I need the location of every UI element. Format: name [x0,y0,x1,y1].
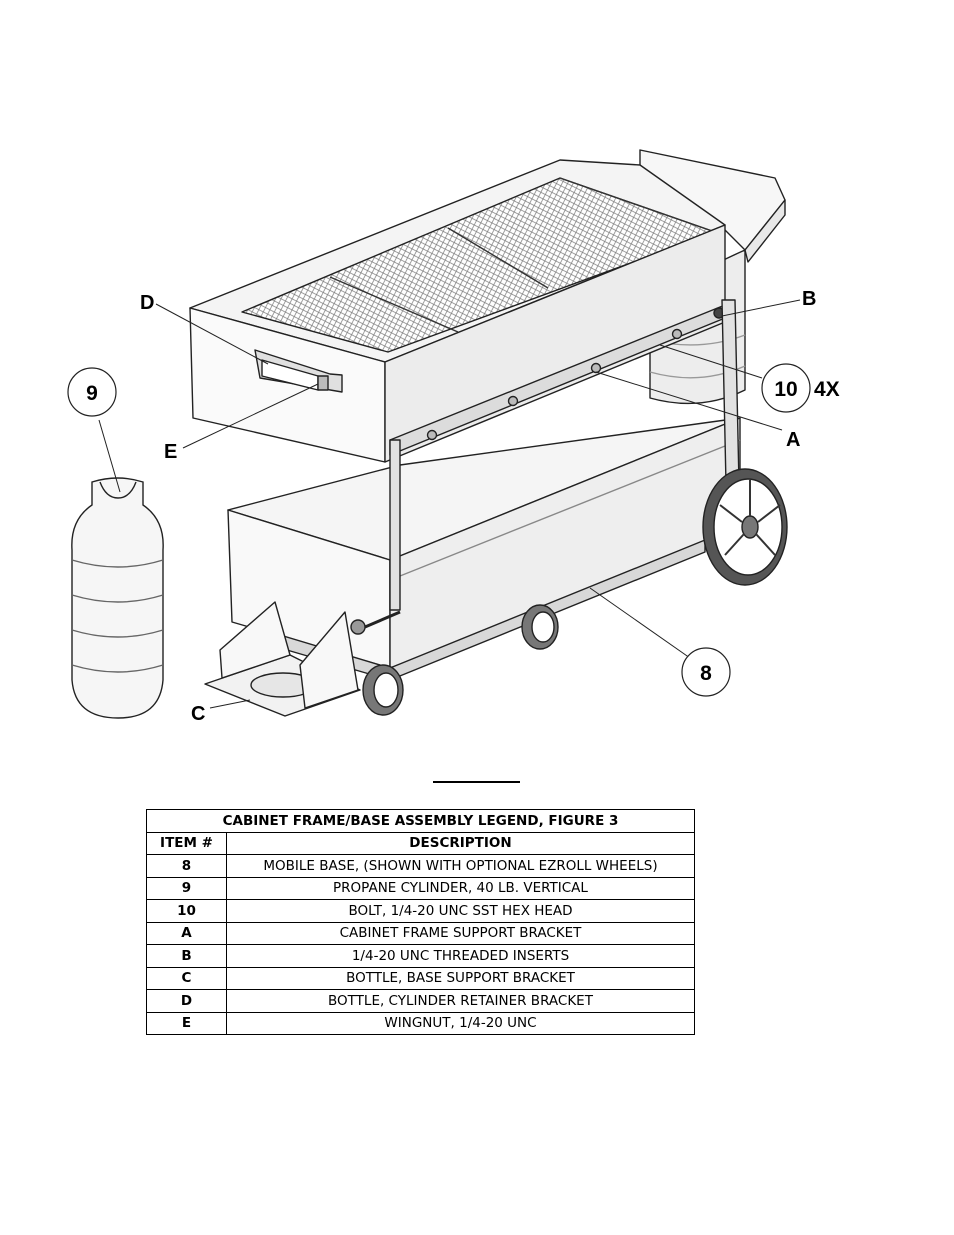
legend-title-row [147,810,695,833]
callout-9 [68,368,116,416]
callout-b: B [802,288,817,310]
table-row [147,922,695,945]
table-row [147,877,695,900]
description-cell: PROPANE CYLINDER, 40 LB. VERTICAL [227,877,695,900]
item-cell: A [147,922,227,945]
callout-label: 10 [774,378,798,401]
item-cell: C [147,967,227,990]
callout-4x: 4X [814,378,840,401]
callout-c: C [191,703,206,725]
description-cell: MOBILE BASE, (SHOWN WITH OPTIONAL EZROLL WHEELS) [227,855,695,878]
header-item: ITEM # [147,832,227,855]
table-row [147,1012,695,1035]
item-cell: E [147,1012,227,1035]
caption-rule [433,781,520,783]
description-cell: 1/4-20 UNC THREADED INSERTS [227,945,695,968]
description-cell: BOTTLE, CYLINDER RETAINER BRACKET [227,990,695,1013]
description-cell: BOLT, 1/4-20 UNC SST HEX HEAD [227,900,695,923]
table-row [147,945,695,968]
header-description: DESCRIPTION [227,832,695,855]
description-cell: BOTTLE, BASE SUPPORT BRACKET [227,967,695,990]
item-cell: 8 [147,855,227,878]
callout-e: E [164,441,178,463]
table-row [147,855,695,878]
legend-header-row [147,832,695,855]
table-row [147,900,695,923]
callout-label: 9 [86,382,98,405]
item-cell: 10 [147,900,227,923]
callout-label: 8 [700,662,712,685]
item-cell: B [147,945,227,968]
item-cell: 9 [147,877,227,900]
callout-8 [682,648,730,696]
propane-cylinder-drawing [72,478,163,718]
cabinet-drawing [190,150,785,462]
description-cell: WINGNUT, 1/4-20 UNC [227,1012,695,1035]
legend-table [146,809,695,1035]
item-cell: D [147,990,227,1013]
callout-10 [762,364,810,412]
legend-title: CABINET FRAME/BASE ASSEMBLY LEGEND, FIGURE 3 [147,810,695,833]
table-row [147,967,695,990]
callout-d: D [140,292,155,314]
table-row [147,990,695,1013]
callout-a: A [786,429,801,451]
description-cell: CABINET FRAME SUPPORT BRACKET [227,922,695,945]
